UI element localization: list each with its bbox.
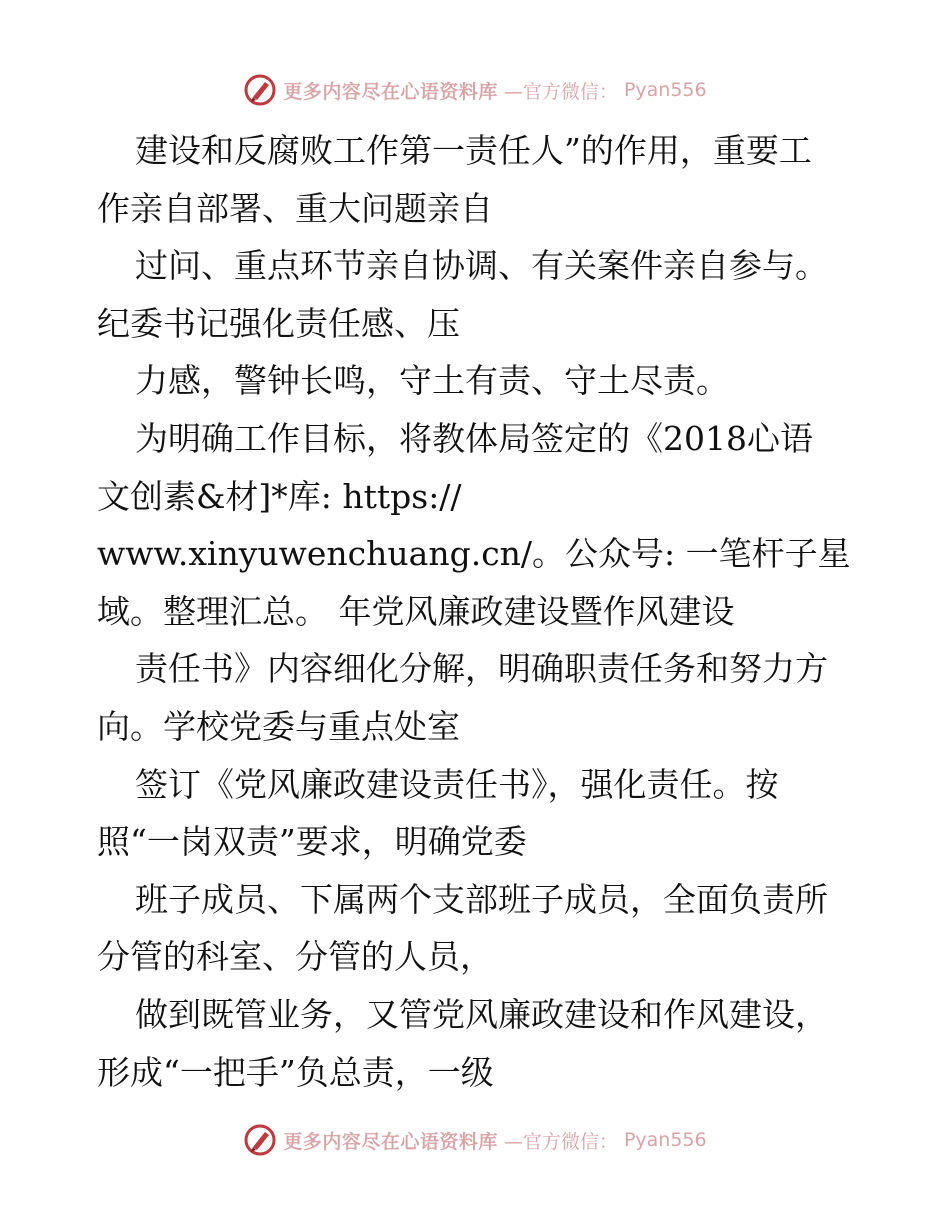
text-line: 做到既管业务，又管党风廉政建设和作风建设， (135, 994, 828, 1034)
document-body (97, 122, 867, 1101)
text-line: www.xinyuwenchuang.cn/。公众号: 一笔杆子星 (97, 534, 851, 574)
text-line: 签订《党风廉政建设责任书》，强化责任。按 (135, 764, 779, 804)
footer-watermark (0, 1120, 950, 1160)
text-line: 照“一岗双责”要求，明确党委 (97, 822, 527, 862)
watermark-text: 更多内容尽在心语资料库 (283, 1130, 498, 1153)
pen-logo-icon (243, 73, 277, 107)
text-line: 过问、重点环节亲自协调、有关案件亲自参与。 (135, 246, 828, 286)
text-line: 分管的科室、分管的人员， (97, 937, 493, 977)
text-line: 责任书》内容细化分解，明确职责任务和努力方 (135, 649, 828, 689)
text-line: 向。学校党委与重点处室 (97, 706, 460, 746)
watermark-handle: Pyan556 (623, 79, 707, 101)
text-line: 作亲自部署、重大问题亲自 (97, 188, 493, 228)
text-line: 班子成员、下属两个支部班子成员，全面负责所 (135, 879, 828, 919)
header-watermark (0, 70, 950, 110)
pen-logo-icon (243, 1123, 277, 1157)
text-line: 力感，警钟长鸣，守土有责、守土尽责。 (135, 361, 729, 401)
text-line: 形成“一把手”负总责，一级 (97, 1052, 494, 1092)
watermark-handle: Pyan556 (623, 1129, 707, 1151)
text-line: 纪委书记强化责任感、压 (97, 303, 460, 343)
text-line: 建设和反腐败工作第一责任人”的作用，重要工 (135, 131, 812, 170)
watermark-separator: —官方微信： (503, 1130, 618, 1153)
text-line: 域。整理汇总。 年党风廉政建设暨作风建设 (97, 591, 735, 631)
watermark-text: 更多内容尽在心语资料库 (283, 80, 498, 103)
watermark-separator: —官方微信： (503, 80, 618, 103)
text-line: 文创素&材]*库: https:// (97, 476, 462, 516)
text-line: 为明确工作目标，将教体局签定的《2018心语 (135, 418, 813, 458)
